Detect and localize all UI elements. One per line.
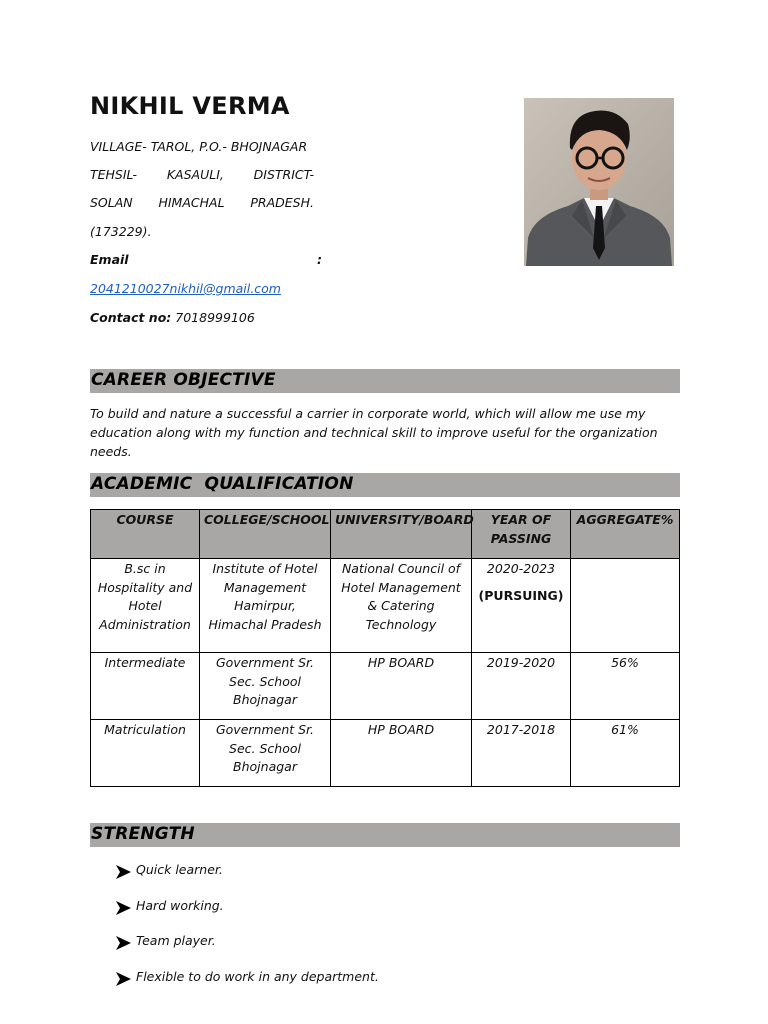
year-cell: 2019-2020: [472, 653, 571, 720]
board-cell: HP BOARD: [331, 653, 472, 720]
contact-row: [90, 310, 255, 325]
address-line-1: VILLAGE- TAROL, P.O.- BHOJNAGAR: [90, 139, 308, 154]
arrowhead-bullet-icon: [114, 971, 134, 987]
address-line-3: [90, 195, 314, 210]
year-cell: [472, 559, 571, 653]
aggregate-cell: [571, 559, 680, 653]
course-cell: Intermediate: [91, 653, 200, 720]
strength-text: Flexible to do work in any department.: [136, 969, 379, 985]
profile-photo: [524, 98, 674, 266]
column-header: COURSE: [91, 510, 200, 559]
board-cell: HP BOARD: [331, 720, 472, 787]
course-cell: Matriculation: [91, 720, 200, 787]
academic-heading: ACADEMIC QUALIFICATION: [91, 474, 354, 494]
academic-heading-bar: [90, 473, 680, 497]
career-objective-heading-bar: [90, 369, 680, 393]
career-objective-text: To build and nature a successful a carrier in corporate world, which will allow me use my education along with my function and technical skill to improve useful for the organization needs.: [90, 406, 658, 459]
list-item: [114, 862, 379, 898]
year-value: 2020-2023: [486, 561, 556, 576]
address-word: KASAULI,: [166, 167, 224, 182]
email-label: Email: [90, 252, 129, 267]
email-colon: :: [317, 252, 322, 267]
pincode: (173229).: [90, 224, 152, 239]
strength-text: Hard working.: [136, 897, 224, 913]
list-item: [114, 969, 379, 1005]
contact-number: 7018999106: [171, 310, 255, 325]
list-item: [114, 898, 379, 934]
arrowhead-bullet-icon: [114, 935, 134, 951]
college-cell: Government Sr. Sec. School Bhojnagar: [200, 653, 331, 720]
address-word: HIMACHAL: [158, 195, 225, 210]
strength-text: Quick learner.: [136, 862, 223, 877]
arrowhead-bullet-icon: [114, 864, 134, 880]
email-row: [90, 252, 322, 267]
column-header: AGGREGATE%: [571, 510, 680, 559]
column-header: UNIVERSITY/BOARD: [331, 510, 472, 559]
address-word: DISTRICT-: [253, 167, 314, 182]
address-line-2: [90, 167, 314, 182]
address-word: TEHSIL-: [90, 167, 138, 182]
year-cell: 2017-2018: [472, 720, 571, 787]
college-cell: Institute of Hotel Management Hamirpur, Himachal Pradesh: [200, 559, 331, 653]
aggregate-cell: 56%: [571, 653, 680, 720]
address-word: SOLAN: [90, 195, 133, 210]
table-row: [91, 559, 680, 653]
pursuing-status: (PURSUING): [478, 587, 564, 603]
board-cell: National Council of Hotel Management & Catering Technology: [331, 559, 472, 653]
college-cell: Government Sr. Sec. School Bhojnagar: [200, 720, 331, 787]
candidate-name: NIKHIL VERMA: [90, 92, 290, 120]
address-word: PRADESH.: [250, 195, 314, 210]
table-header-row: [91, 510, 680, 559]
email-link[interactable]: 2041210027nikhil@gmail.com: [90, 281, 281, 296]
career-objective-heading: CAREER OBJECTIVE: [91, 370, 276, 390]
column-header: COLLEGE/SCHOOL: [200, 510, 331, 559]
strength-text: Team player.: [136, 933, 216, 949]
contact-label: Contact no:: [90, 310, 172, 325]
column-header: YEAR OF PASSING: [472, 510, 571, 559]
table-row: [91, 720, 680, 787]
course-cell: B.sc in Hospitality and Hotel Administration: [91, 559, 200, 653]
aggregate-cell: 61%: [571, 720, 680, 787]
strength-heading-bar: [90, 823, 680, 847]
list-item: [114, 933, 379, 969]
academic-table: [90, 509, 680, 787]
table-row: [91, 653, 680, 720]
strength-heading: STRENGTH: [91, 824, 195, 844]
strength-list: [114, 862, 379, 1005]
arrowhead-bullet-icon: [114, 900, 134, 916]
